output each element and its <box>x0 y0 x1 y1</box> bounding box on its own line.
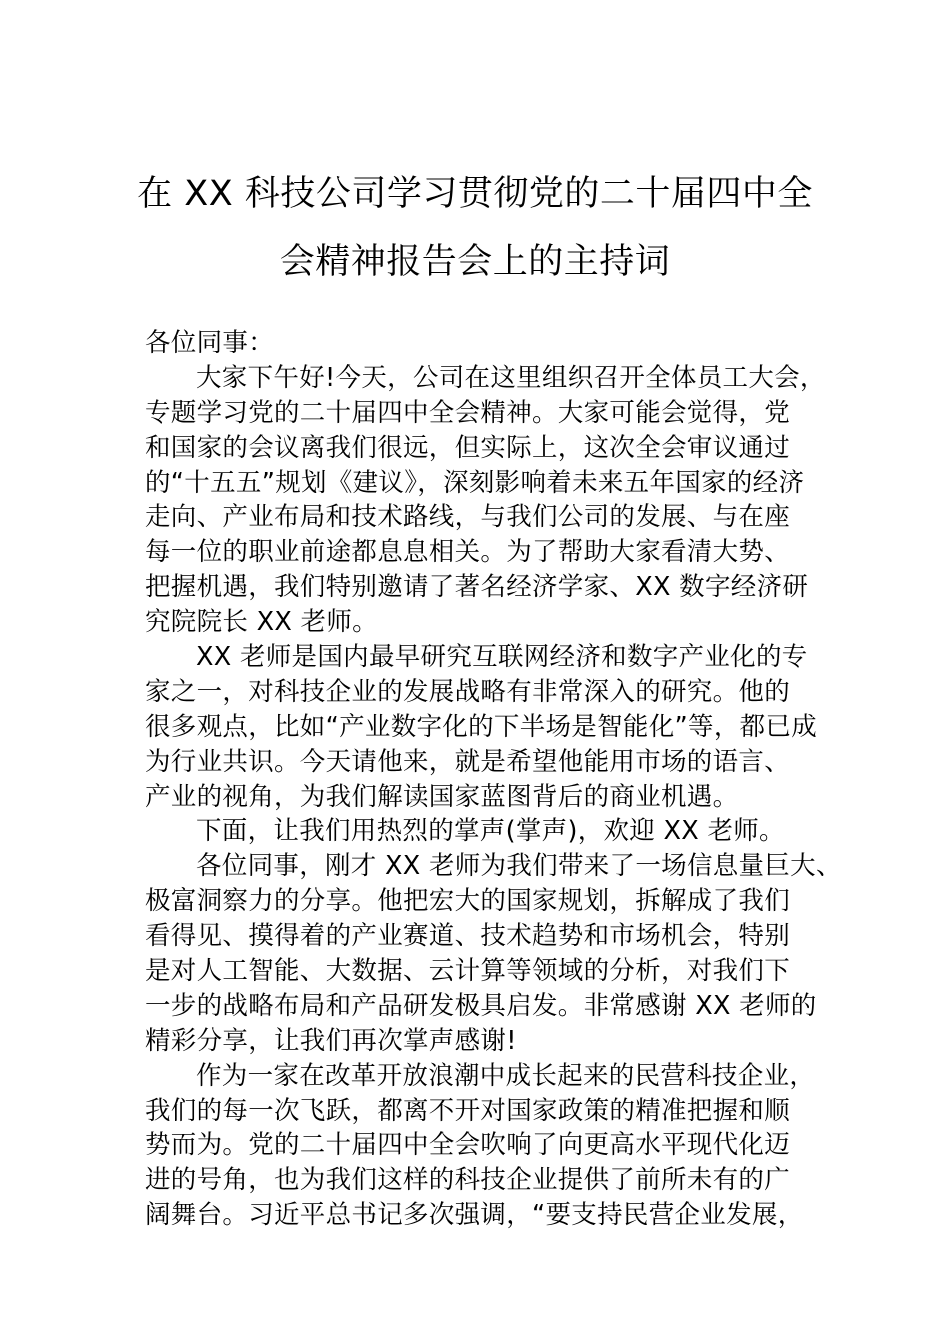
body-line: 为行业共识。今天请他来，就是希望他能用市场的语言、 <box>145 746 791 777</box>
body-line: XX 老师是国内最早研究互联网经济和数字产业化的专 <box>196 642 808 673</box>
body-line: 极富洞察力的分享。他把宏大的国家规划，拆解成了我们 <box>145 886 791 917</box>
body-line: 进的号角，也为我们这样的科技企业提供了前所未有的广 <box>145 1165 791 1196</box>
body-line: 很多观点，比如“产业数字化的下半场是智能化”等，都已成 <box>145 711 818 742</box>
title-line: 在 XX 科技公司学习贯彻党的二十届四中全 <box>137 174 813 214</box>
body-line: 作为一家在改革开放浪潮中成长起来的民营科技企业， <box>196 1060 816 1091</box>
body-line: 家之一，对科技企业的发展战略有非常深入的研究。他的 <box>145 676 791 707</box>
body-line: 产业的视角，为我们解读国家蓝图背后的商业机遇。 <box>145 781 739 812</box>
document-body <box>145 326 842 1233</box>
body-line: 每一位的职业前途都息息相关。为了帮助大家看清大势、 <box>145 537 791 568</box>
salutation: 各位同事： <box>145 328 275 358</box>
body-line: 大家下午好!今天，公司在这里组织召开全体员工大会， <box>196 362 826 393</box>
document-title <box>130 160 820 296</box>
body-line: 下面，让我们用热烈的掌声(掌声)，欢迎 XX 老师。 <box>196 816 785 847</box>
body-line: 精彩分享，让我们再次掌声感谢! <box>145 1025 517 1056</box>
body-line: 把握机遇，我们特别邀请了著名经济学家、XX 数字经济研 <box>145 572 809 603</box>
body-line: 究院院长 XX 老师。 <box>145 607 378 638</box>
body-line: 我们的每一次飞跃，都离不开对国家政策的精准把握和顺 <box>145 1095 791 1126</box>
body-line: 一步的战略布局和产品研发极具启发。非常感谢 XX 老师的 <box>145 990 817 1021</box>
body-line: 是对人工智能、大数据、云计算等领域的分析，对我们下 <box>145 956 791 987</box>
body-line: 和国家的会议离我们很远，但实际上，这次全会审议通过 <box>145 432 791 463</box>
title-line: 会精神报告会上的主持词 <box>279 242 671 282</box>
body-line: 阔舞台。习近平总书记多次强调，“要支持民营企业发展， <box>145 1200 804 1231</box>
body-line: 各位同事，刚才 XX 老师为我们带来了一场信息量巨大、 <box>196 851 842 882</box>
body-line: 专题学习党的二十届四中全会精神。大家可能会觉得，党 <box>145 397 791 428</box>
body-line: 看得见、摸得着的产业赛道、技术趋势和市场机会，特别 <box>145 921 791 952</box>
body-line: 的“十五五”规划《建议》，深刻影响着未来五年国家的经济 <box>145 467 805 498</box>
body-line: 走向、产业布局和技术路线，与我们公司的发展、与在座 <box>145 502 791 533</box>
body-line: 势而为。党的二十届四中全会吹响了向更高水平现代化迈 <box>145 1130 791 1161</box>
